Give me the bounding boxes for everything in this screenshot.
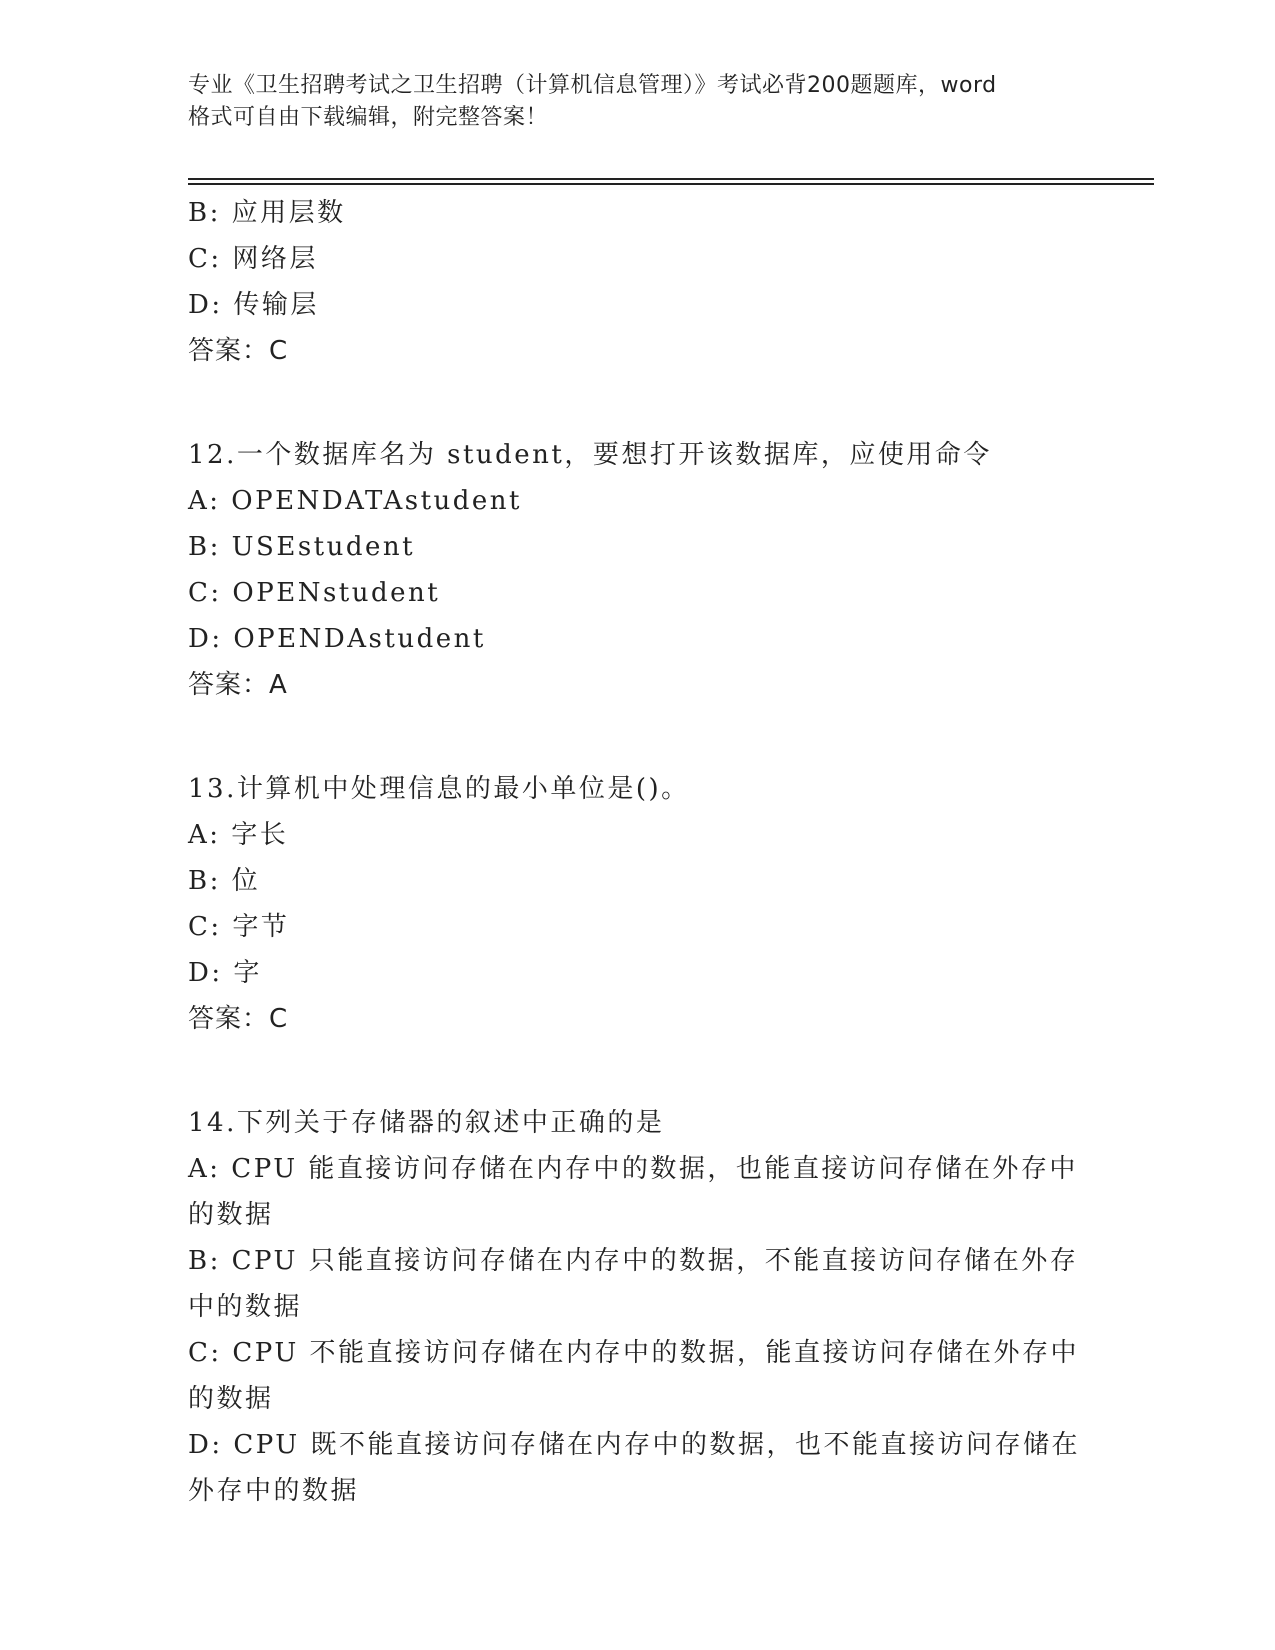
question-list (188, 190, 1080, 1514)
option-a (188, 1146, 1078, 1238)
option-d: D: 传输层 (188, 290, 319, 320)
option-d-line-2: 外存中的数据 (188, 1476, 360, 1506)
question-12 (188, 432, 1068, 708)
answer-line: 答案：C (188, 1004, 289, 1034)
option-b-line-2: 中的数据 (188, 1292, 303, 1322)
option-b: B: 应用层数 (188, 198, 346, 228)
answer-line: 答案：A (188, 670, 288, 700)
option-c (188, 1330, 1080, 1422)
option-a-line-2: 的数据 (188, 1200, 274, 1230)
question-stem: 13.计算机中处理信息的最小单位是()。 (188, 774, 690, 804)
option-b: B: USEstudent (188, 532, 416, 562)
option-a: A: 字长 (188, 820, 289, 850)
question-stem: 14.下列关于存储器的叙述中正确的是 (188, 1108, 665, 1138)
header-title-line-2: 格式可自由下载编辑，附完整答案！ (188, 105, 549, 130)
option-a: A: OPENDATAstudent (188, 486, 522, 516)
option-d-line-1: D: CPU 既不能直接访问存储在内存中的数据，也不能直接访问存储在 (188, 1430, 1080, 1460)
option-c-line-2: 的数据 (188, 1384, 274, 1414)
question-11-continued (188, 190, 1068, 374)
option-b-line-1: B: CPU 只能直接访问存储在内存中的数据，不能直接访问存储在外存 (188, 1246, 1079, 1276)
option-a-line-1: A: CPU 能直接访问存储在内存中的数据，也能直接访问存储在外存中 (188, 1154, 1078, 1184)
option-b (188, 1238, 1079, 1330)
option-c: C: 字节 (188, 912, 290, 942)
option-d: D: 字 (188, 958, 262, 988)
option-d (188, 1422, 1080, 1514)
option-c: C: 网络层 (188, 244, 318, 274)
option-d: D: OPENDAstudent (188, 624, 486, 654)
header-divider-top (188, 178, 1154, 180)
question-stem: 12.一个数据库名为 student，要想打开该数据库，应使用命令 (188, 440, 992, 470)
question-14 (188, 1100, 1080, 1514)
question-13 (188, 766, 1068, 1042)
answer-line: 答案：C (188, 336, 289, 366)
header-divider-bottom (188, 183, 1154, 185)
page-header (188, 70, 1088, 134)
option-b: B: 位 (188, 866, 261, 896)
option-c-line-1: C: CPU 不能直接访问存储在内存中的数据，能直接访问存储在外存中 (188, 1338, 1080, 1368)
option-c: C: OPENstudent (188, 578, 441, 608)
header-title-line-1: 专业《卫生招聘考试之卫生招聘（计算机信息管理）》考试必背200题题库，word (188, 73, 997, 98)
